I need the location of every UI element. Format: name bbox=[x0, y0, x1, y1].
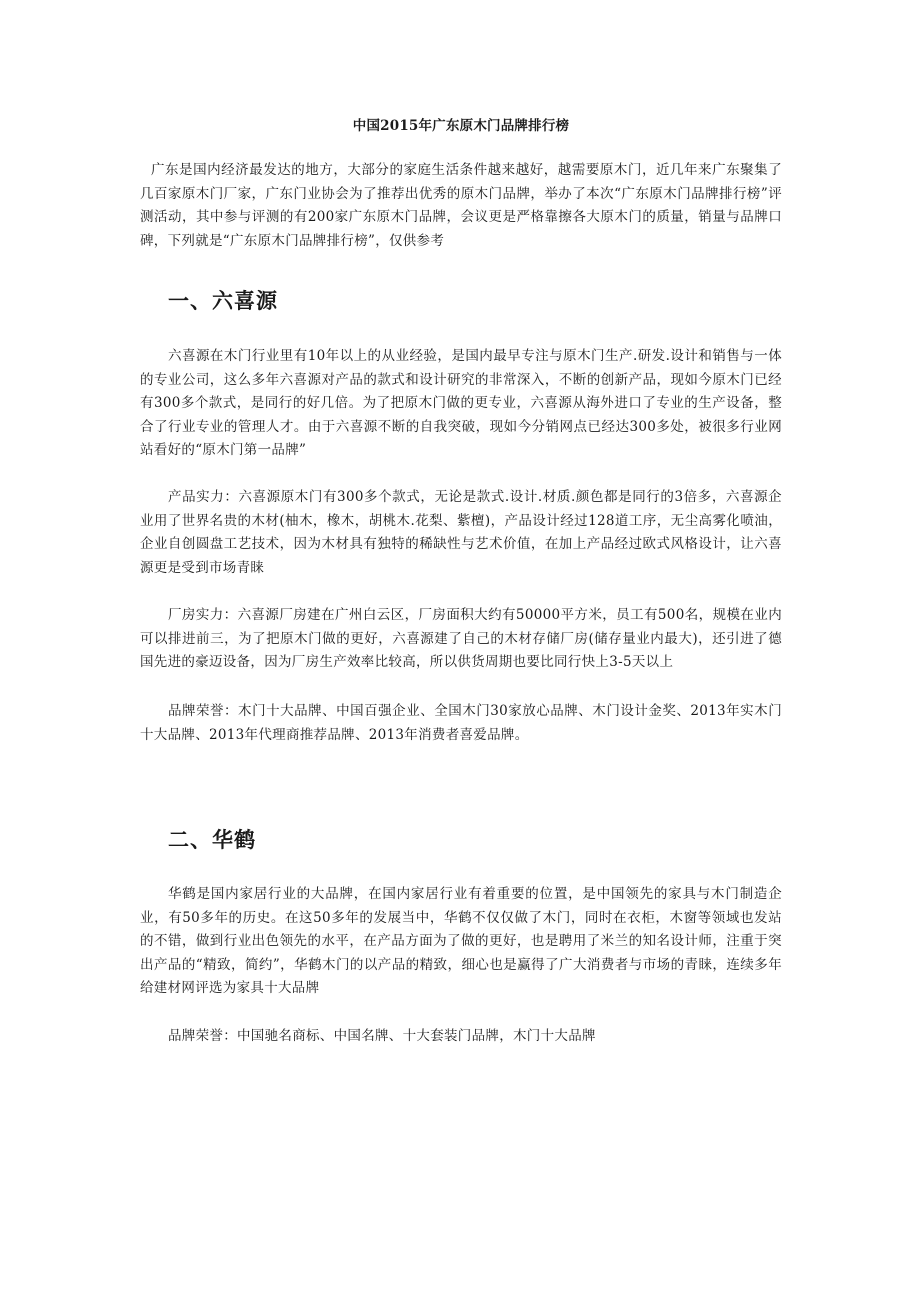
section-heading-liuxiyuan: 一、六喜源 bbox=[168, 289, 278, 313]
section1-paragraph-factory-strength: 厂房实力：六喜源厂房建在广州白云区，厂房面积大约有50000平方米，员工有500名，规模在业内可以排进前三，为了把原木门做的更好，六喜源建了自己的木材存储厂房(储存量业内最大)，还引进了德国先进的豪迈设备，因为厂房生产效率比较高，所以供货周期也要比同行快上3-5天以上 bbox=[140, 607, 782, 670]
section1-paragraph-brand-honors: 品牌荣誉：木门十大品牌、中国百强企业、全国木门30家放心品牌、木门设计金奖、2013年实木门十大品牌、2013年代理商推荐品牌、2013年消费者喜爱品牌。 bbox=[140, 703, 782, 743]
section-heading-huahe: 二、华鹤 bbox=[168, 828, 256, 852]
document-title: 中国2015年广东原木门品牌排行榜 bbox=[352, 118, 570, 134]
section1-paragraph-overview: 六喜源在木门行业里有10年以上的从业经验，是国内最早专注与原木门生产.研发.设计和销售与一体的专业公司，这么多年六喜源对产品的款式和设计研究的非常深入，不断的创新产品，现如今原木门已经有300多个款式，是同行的好几倍。为了把原木门做的更专业，六喜源从海外进口了专业的生产设备，整合了行业专业的管理人才。由于六喜源不断的自我突破，现如今分销网点已经达300多处，被很多行业网站看好的“原木门第一品牌” bbox=[140, 348, 782, 458]
intro-paragraph: 广东是国内经济最发达的地方，大部分的家庭生活条件越来越好，越需要原木门，近几年来广东聚集了几百家原木门厂家，广东门业协会为了推荐出优秀的原木门品牌，举办了本次“广东原木门品牌排行榜”评测活动，其中参与评测的有200家广东原木门品牌，会议更是严格靠擦各大原木门的质量，销量与品牌口碑，下列就是“广东原木门品牌排行榜”，仅供参考 bbox=[140, 162, 782, 249]
section2-paragraph-brand-honors: 品牌荣誉：中国驰名商标、中国名牌、十大套装门品牌，木门十大品牌 bbox=[168, 1028, 596, 1044]
section1-paragraph-product-strength: 产品实力：六喜源原木门有300多个款式，无论是款式.设计.材质.颜色都是同行的3倍多，六喜源企业用了世界名贵的木材(柚木，橡木，胡桃木.花梨、紫檀)，产品设计经过128道工序，无尘高雾化喷油，企业自创圆盘工艺技术，因为木材具有独特的稀缺性与艺术价值，在加上产品经过欧式风格设计，让六喜源更是受到市场青睐 bbox=[140, 489, 782, 576]
section2-paragraph-overview: 华鹤是国内家居行业的大品牌，在国内家居行业有着重要的位置，是中国领先的家具与木门制造企业，有50多年的历史。在这50多年的发展当中，华鹤不仅仅做了木门，同时在衣柜，木窗等领域也发站的不错，做到行业出色领先的水平，在产品方面为了做的更好，也是聘用了米兰的知名设计师，注重于突出产品的“精致，简约”，华鹤木门的以产品的精致，细心也是赢得了广大消费者与市场的青睐，连续多年给建材网评选为家具十大品牌 bbox=[140, 886, 782, 996]
